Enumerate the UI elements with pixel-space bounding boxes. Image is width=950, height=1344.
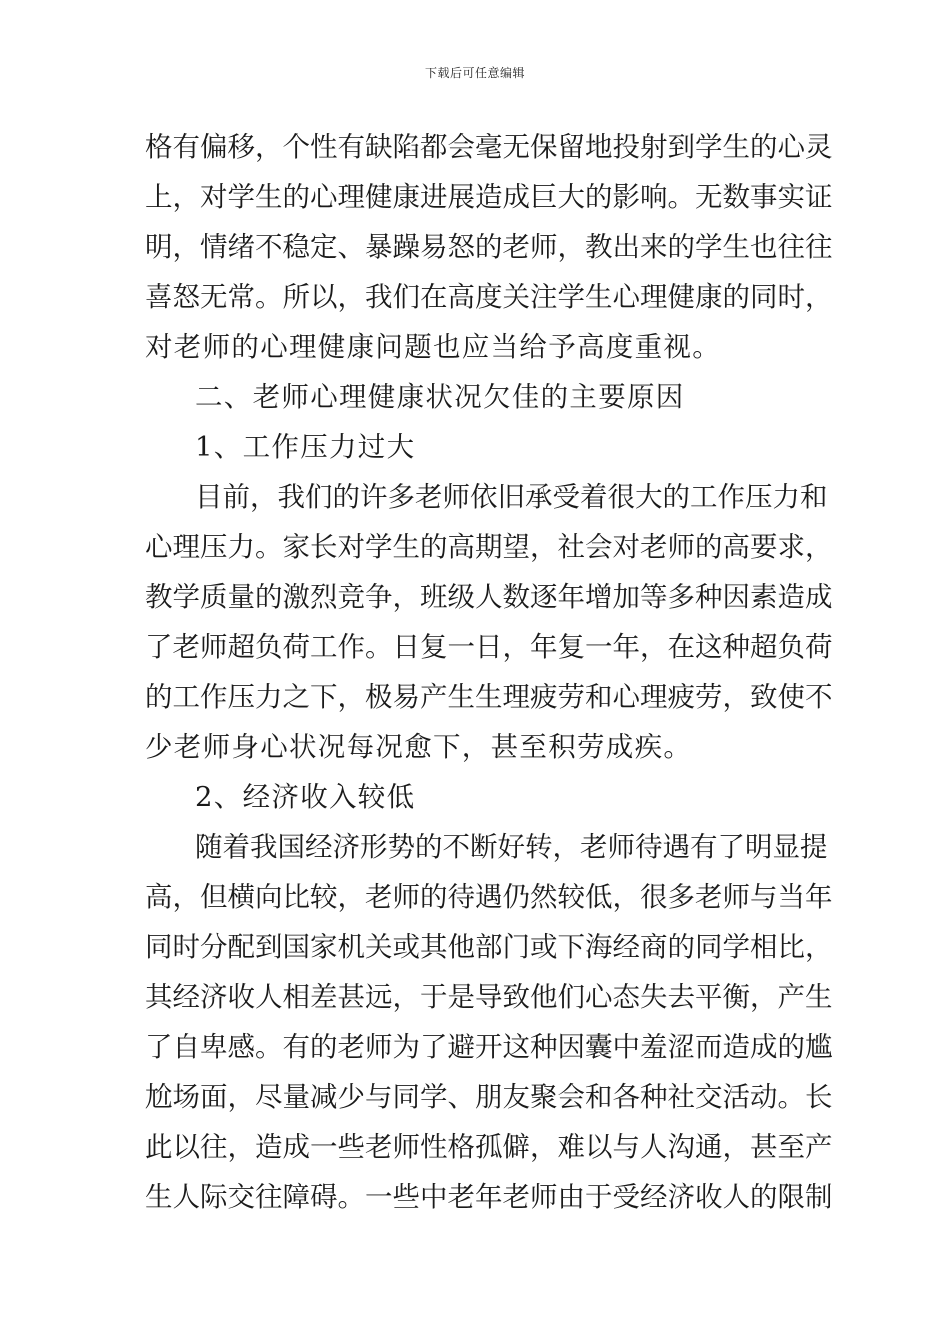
page-header: 下载后可任意编辑 xyxy=(424,66,525,80)
text-line: 喜怒无常。所以，我们在高度关注学生心理健康的同时， xyxy=(145,281,833,313)
text-line: 了老师超负荷工作。日复一日，年复一年，在这种超负荷 xyxy=(145,631,833,663)
text-line: 上，对学生的心理健康进展造成巨大的影响。无数事实证 xyxy=(145,181,833,213)
text-line: 同时分配到国家机关或其他部门或下海经商的同学相比， xyxy=(145,931,833,963)
text-line: 格有偏移，个性有缺陷都会毫无保留地投射到学生的心灵 xyxy=(145,131,833,163)
text-line: 的工作压力之下，极易产生生理疲劳和心理疲劳，致使不 xyxy=(145,681,833,713)
text-line: 目前，我们的许多老师依旧承受着很大的工作压力和 xyxy=(195,481,828,513)
text-line: 尬场面，尽量减少与同学、朋友聚会和各种社交活动。长 xyxy=(145,1081,833,1113)
text-line: 教学质量的激烈竞争，班级人数逐年增加等多种因素造成 xyxy=(145,581,833,613)
text-line: 了自卑感。有的老师为了避开这种因囊中羞涩而造成的尴 xyxy=(145,1031,833,1063)
text-line: 其经济收人相差甚远，于是导致他们心态失去平衡，产生 xyxy=(145,981,833,1013)
text-line: 对老师的心理健康问题也应当给予高度重视。 xyxy=(145,331,721,363)
text-line: 明，情绪不稳定、暴躁易怒的老师，教出来的学生也往往 xyxy=(145,231,833,263)
text-line: 二、老师心理健康状况欠佳的主要原因 xyxy=(195,381,685,413)
body-text xyxy=(145,122,833,1222)
text-line: 生人际交往障碍。一些中老年老师由于受经济收人的限制 xyxy=(145,1181,833,1213)
text-line: 高，但横向比较，老师的待遇仍然较低，很多老师与当年 xyxy=(145,881,833,913)
text-line: 1、工作压力过大 xyxy=(195,431,416,463)
text-line: 心理压力。家长对学生的高期望，社会对老师的高要求， xyxy=(145,531,833,563)
text-line: 随着我国经济形势的不断好转，老师待遇有了明显提 xyxy=(195,831,828,863)
text-line: 少老师身心状况每况愈下，甚至积劳成疾。 xyxy=(145,731,693,763)
text-line: 2、经济收入较低 xyxy=(195,781,416,813)
text-line: 此以往，造成一些老师性格孤僻，难以与人沟通，甚至产 xyxy=(145,1131,833,1163)
